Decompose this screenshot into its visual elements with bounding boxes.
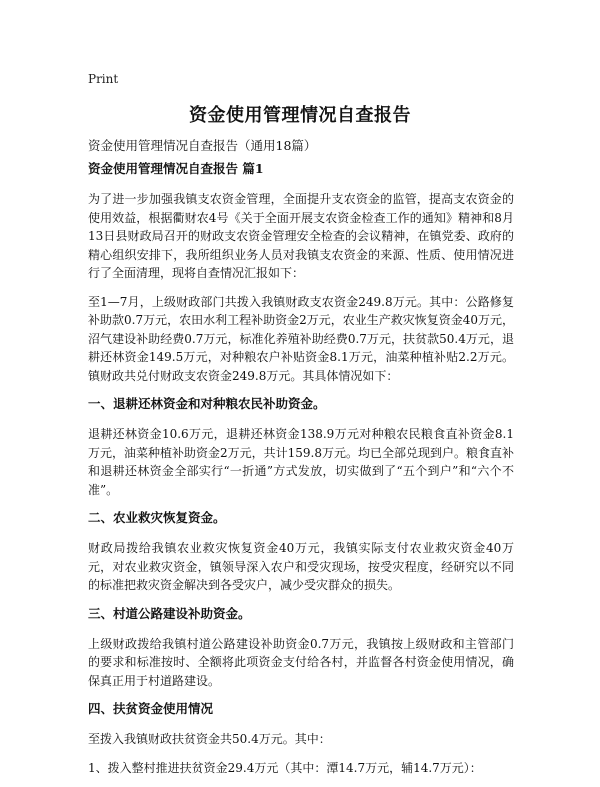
article-body: [88, 160, 514, 787]
paragraph-intro: 为了进一步加强我镇支农资金管理，全面提升支农资金的监管，提高支农资金的使用效益，根据衢财农4号《关于全面开展支农资金检查工作的通知》精神和8月13日县财政局召开的财政支农资金管理安全检查的会议精神，在镇党委、政府的精心组织安排下，我所组织业务人员对我镇支农资金的来源、性质、使用情况进行了全面清理，现将自查情况汇报如下：: [88, 192, 514, 280]
section-heading-1: 一、退耕还林资金和对种粮农民补助资金。: [88, 396, 326, 411]
article-heading: 资金使用管理情况自查报告 篇1: [88, 161, 264, 176]
section-heading-2: 二、农业救灾恢复资金。: [88, 510, 226, 525]
page-title: 资金使用管理情况自查报告: [189, 105, 411, 126]
paragraph-summary: 至1—7月，上级财政部门共拨入我镇财政支农资金249.8万元。其中：公路修复补助款0.7万元，农田水利工程补助资金2万元，农业生产救灾恢复资金40万元，沼气建设补助经费0.7万元，标准化养殖补助经费0.7万元，扶贫款50.4万元，退耕还林资金149.5万元，对种粮农户补贴资金8.1万元，油菜种植补贴2.2万元。镇财政共兑付财政支农资金249.8万元。其具体情况如下：: [88, 294, 514, 383]
paragraph-section-4-item-1: 1、拨入整村推进扶贫资金29.4万元（其中：潭14.7万元，辅14.7万元）：: [88, 760, 482, 775]
section-heading-3: 三、村道公路建设补助资金。: [88, 605, 251, 621]
print-link[interactable]: Print: [88, 72, 119, 86]
section-heading-4: 四、扶贫资金使用情况: [88, 701, 214, 716]
paragraph-section-1: 退耕还林资金10.6万元，退耕还林资金138.9万元对种粮农民粮食直补资金8.1万元，油菜种植补助资金2万元，共计159.8万元。均已全部兑现到户。粮食直补和退耕还林资金全部实行“一折通”方式发放，切实做到了“五个到户”和“六个不准”。: [88, 427, 514, 497]
paragraph-section-4: 至拨入我镇财政扶贫资金共50.4万元。其中：: [88, 732, 331, 746]
paragraph-section-2: 财政局拨给我镇农业救灾恢复资金40万元，我镇实际支付农业救灾资金40万元，对农业救灾资金，镇领导深入农户和受灾现场，按受灾程度，经研究以不同的标准把救灾资金解决到各受灾户，减少受灾群众的损失。: [88, 541, 514, 592]
paragraph-section-3: 上级财政拨给我镇村道公路建设补助资金0.7万元，我镇按上级财政和主管部门的要求和标准按时、全额将此项资金支付给各村，并监督各村资金使用情况，确保真正用于村道路建设。: [88, 636, 514, 688]
document-subtitle: 资金使用管理情况自查报告（通用18篇）: [88, 138, 317, 153]
